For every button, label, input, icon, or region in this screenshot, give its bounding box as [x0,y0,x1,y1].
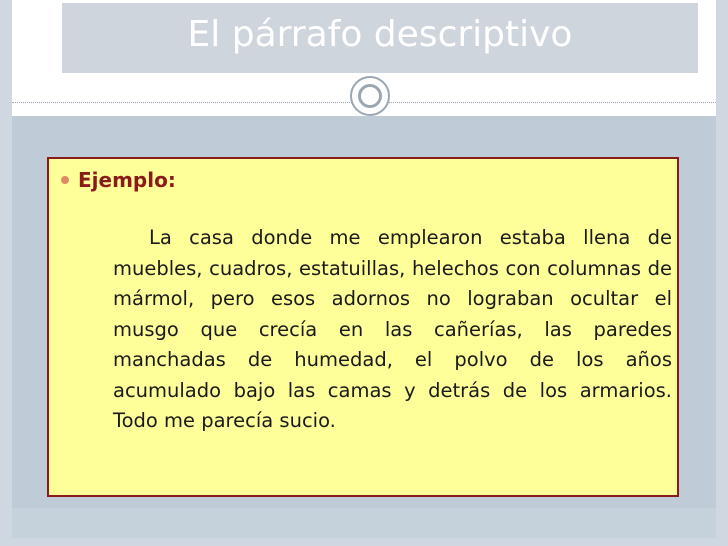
title-bar [62,3,698,73]
bullet-item [57,167,176,193]
bullet-dot-icon [61,176,69,184]
content-box [47,157,679,497]
bullet-label: Ejemplo: [78,168,176,192]
slide-title: El párrafo descriptivo [187,14,573,55]
footer-band [12,508,716,538]
circle-emblem-inner [358,84,382,108]
circle-emblem-icon [350,76,390,116]
example-paragraph: La casa donde me emplearon estaba llena de muebles, cuadros, estatuillas, helechos con columnas de mármol, pero esos adornos no lograban ocultar el musgo que crecía en las cañerías, las paredes manchadas de humedad, el polvo de los años acumulado bajo las camas y detrás de los armarios. Todo me parecía sucio. [113,226,672,432]
